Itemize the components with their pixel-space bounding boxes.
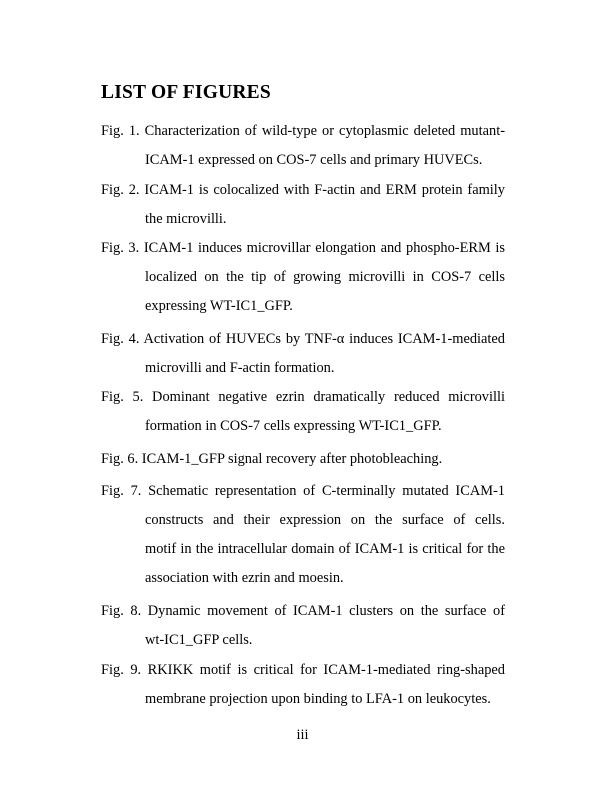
figure-entry-4	[101, 325, 505, 383]
figure-line: Fig. 1. Characterization of wild-type or cytoplasmic deleted mutant-	[101, 123, 505, 139]
figure-line: Fig. 4. Activation of HUVECs by TNF-α induces ICAM-1-mediated	[101, 331, 505, 347]
figure-entry-9	[101, 656, 505, 714]
figure-entry-7	[101, 477, 505, 593]
figure-line: constructs and their expression on the surface of cells.	[145, 512, 505, 528]
figure-line: Fig. 5. Dominant negative ezrin dramatically reduced microvilli	[101, 389, 505, 405]
figure-line: formation in COS-7 cells expressing WT-IC1_GFP.	[145, 418, 442, 434]
page-number: iii	[296, 727, 309, 743]
figure-line: motif in the intracellular domain of ICAM-1 is critical for the	[145, 541, 505, 557]
figure-entry-8	[101, 597, 505, 655]
figure-entry-6	[101, 445, 505, 474]
figure-line: association with ezrin and moesin.	[145, 570, 344, 586]
figure-line: ICAM-1 expressed on COS-7 cells and primary HUVECs.	[145, 152, 483, 168]
figure-line: Fig. 3. ICAM-1 induces microvillar elongation and phospho-ERM is	[101, 240, 505, 256]
figure-line: expressing WT-IC1_GFP.	[145, 298, 293, 314]
figure-line: Fig. 2. ICAM-1 is colocalized with F-actin and ERM protein family	[101, 182, 505, 198]
figure-line: Fig. 6. ICAM-1_GFP signal recovery after photobleaching.	[101, 451, 443, 467]
figure-line: the microvilli.	[145, 211, 227, 227]
figure-line: localized on the tip of growing microvilli in COS-7 cells	[145, 269, 505, 285]
figure-entry-5	[101, 383, 505, 441]
figure-line: Fig. 8. Dynamic movement of ICAM-1 clusters on the surface of	[101, 603, 505, 619]
page-title: LIST OF FIGURES	[101, 82, 271, 103]
figure-line: Fig. 7. Schematic representation of C-terminally mutated ICAM-1	[101, 483, 505, 499]
figure-entry-2	[101, 176, 505, 234]
figure-entry-3	[101, 234, 505, 321]
figure-line: wt-IC1_GFP cells.	[145, 632, 253, 648]
figure-line: membrane projection upon binding to LFA-1 on leukocytes.	[145, 691, 491, 707]
figure-line: microvilli and F-actin formation.	[145, 360, 335, 376]
figure-entry-1	[101, 117, 505, 175]
figure-line: Fig. 9. RKIKK motif is critical for ICAM-1-mediated ring-shaped	[101, 662, 505, 678]
